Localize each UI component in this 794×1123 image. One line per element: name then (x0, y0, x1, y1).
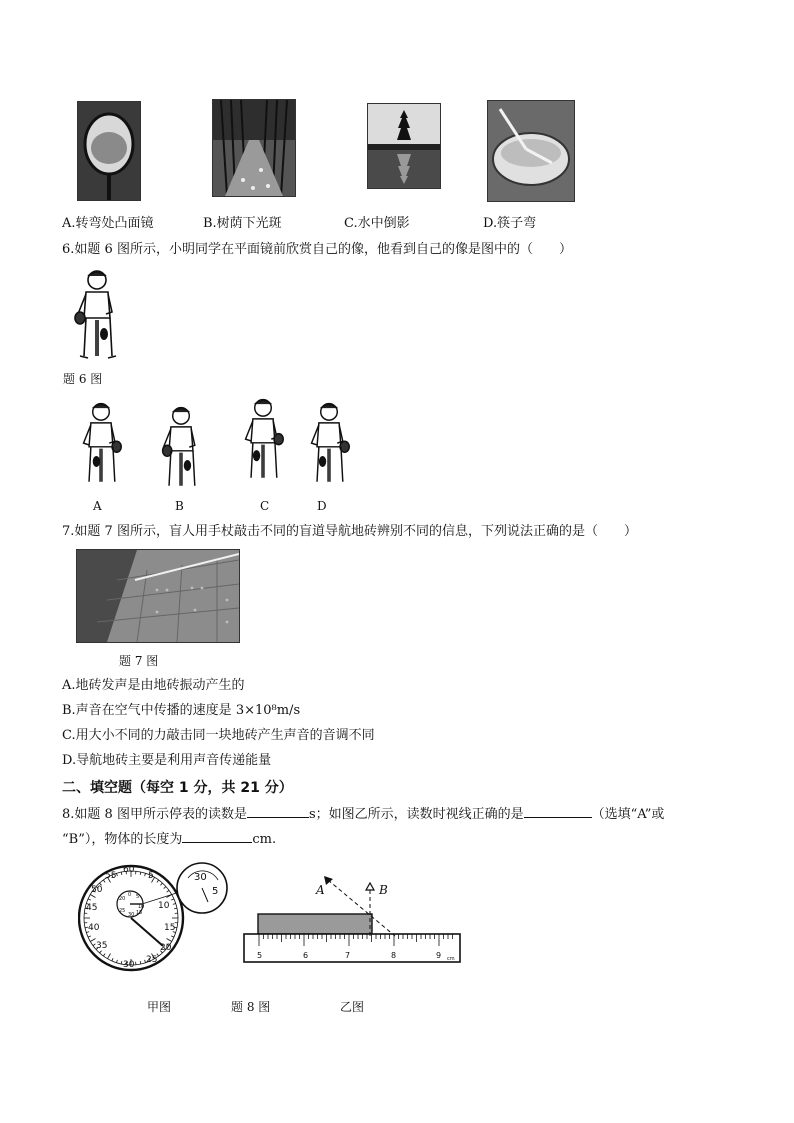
photo-tree-shade (212, 99, 296, 197)
q7-figure-label: 题 7 图 (119, 654, 159, 668)
q8-blank-length[interactable] (182, 828, 252, 843)
eye-label-a: A (316, 883, 325, 897)
q5-option-d: D.筷子弯 (483, 216, 537, 231)
q8-label-jia: 甲图 (147, 1000, 172, 1014)
eye-a-icon (324, 876, 333, 885)
convex-mirror-image (78, 102, 140, 200)
q6-choice-d-figure (306, 397, 352, 492)
water-reflection-image (368, 104, 440, 188)
eye-b-icon (366, 883, 374, 890)
ruler-body (244, 934, 460, 962)
sw-num-15: 15 (164, 923, 176, 933)
q6-choice-letter-c: C (260, 499, 270, 513)
q7-option-b: B.声音在空气中传播的速度是 3×10⁸m/s (62, 703, 301, 718)
sw-zoom-30: 30 (194, 872, 207, 883)
sw-zoom-5: 5 (212, 886, 219, 897)
q8-line-1 (62, 803, 664, 824)
ruler-label-8: 8 (391, 951, 397, 960)
q8-text-1c: （选填“A”或 (591, 807, 665, 822)
ruler-label-9: 9 (436, 951, 442, 960)
q6-choice-letter-b: B (175, 499, 184, 513)
photo-chopsticks (487, 100, 575, 202)
sw-num-10: 10 (158, 901, 170, 911)
q5-option-b: B.树荫下光斑 (203, 216, 282, 231)
sw-num-55: 55 (105, 871, 117, 881)
photo-convex-mirror (77, 101, 141, 201)
photo-tactile-paving (76, 549, 240, 643)
tactile-paving-image (77, 550, 239, 642)
q8-text-1a: 8.如题 8 图甲所示停表的读数是 (62, 807, 247, 822)
tree-shade-image (213, 100, 295, 196)
sw-num-30: 30 (123, 960, 135, 970)
sw-num-40: 40 (88, 923, 100, 933)
q6-choice-c-figure (240, 393, 286, 488)
q7-option-c: C.用大小不同的力敲击同一块地砖产生声音的音调不同 (62, 728, 375, 743)
ruler-label-7: 7 (345, 951, 351, 960)
q7-stem: 7.如题 7 图所示，盲人用手杖敲击不同的盲道导航地砖辨别不同的信息，下列说法正确的是（ ） (62, 524, 637, 539)
stopwatch-figure (78, 858, 230, 976)
sw-num-25: 25 (146, 955, 158, 965)
q6-choice-letter-d: D (317, 499, 327, 513)
q6-choice-letter-a: A (93, 499, 102, 513)
ruler-unit: cm (447, 956, 455, 962)
sw-inner-30: 30 (128, 912, 135, 918)
sw-num-60: 60 (123, 865, 135, 875)
sw-num-35: 35 (96, 941, 108, 951)
q8-blank-sightline[interactable] (524, 803, 592, 818)
ruler-figure (240, 856, 466, 968)
measured-block (258, 914, 372, 934)
q8-blank-stopwatch[interactable] (247, 803, 309, 818)
ruler-label-5: 5 (257, 951, 263, 960)
sw-num-50: 50 (91, 885, 103, 895)
q8-text-2a: “B”），物体的长度为 (62, 832, 183, 847)
q5-option-a: A.转弯处凸面镜 (62, 216, 154, 231)
chopsticks-image (488, 101, 574, 201)
q8-label-yi: 乙图 (340, 1000, 365, 1014)
sw-num-5: 5 (148, 871, 154, 881)
sw-num-45: 45 (86, 903, 98, 913)
q6-choice-b-figure (158, 401, 204, 496)
eye-label-b: B (379, 883, 388, 897)
q8-text-1b: s；如图乙所示，读数时视线正确的是 (308, 807, 524, 822)
section2-heading: 二、填空题（每空 1 分，共 21 分） (62, 780, 293, 796)
sw-inner-10: 10 (138, 904, 145, 910)
q7-option-a: A.地砖发声是由地砖振动产生的 (62, 678, 245, 693)
sw-num-20: 20 (160, 943, 172, 953)
q5-option-c: C.水中倒影 (344, 216, 410, 231)
sw-inner-5: 5 (136, 894, 140, 900)
q6-figure-label: 题 6 图 (63, 372, 103, 386)
q8-line-2 (62, 828, 276, 849)
q7-option-d: D.导航地砖主要是利用声音传递能量 (62, 753, 272, 768)
q8-figure-label: 题 8 图 (231, 1000, 271, 1014)
q6-stem: 6.如题 6 图所示，小明同学在平面镜前欣赏自己的像，他看到自己的像是图中的（ ） (62, 242, 572, 257)
ruler-label-6: 6 (303, 951, 309, 960)
sw-inner-0: 0 (128, 892, 132, 898)
sw-inner-20: 20 (119, 896, 126, 902)
q8-text-2b: cm. (252, 832, 277, 847)
photo-water-reflection (367, 103, 441, 189)
q6-boy-figure (72, 268, 122, 363)
q6-choice-a-figure (78, 397, 124, 492)
sw-inner-25: 25 (119, 908, 126, 914)
sw-inner-15: 15 (136, 910, 143, 916)
